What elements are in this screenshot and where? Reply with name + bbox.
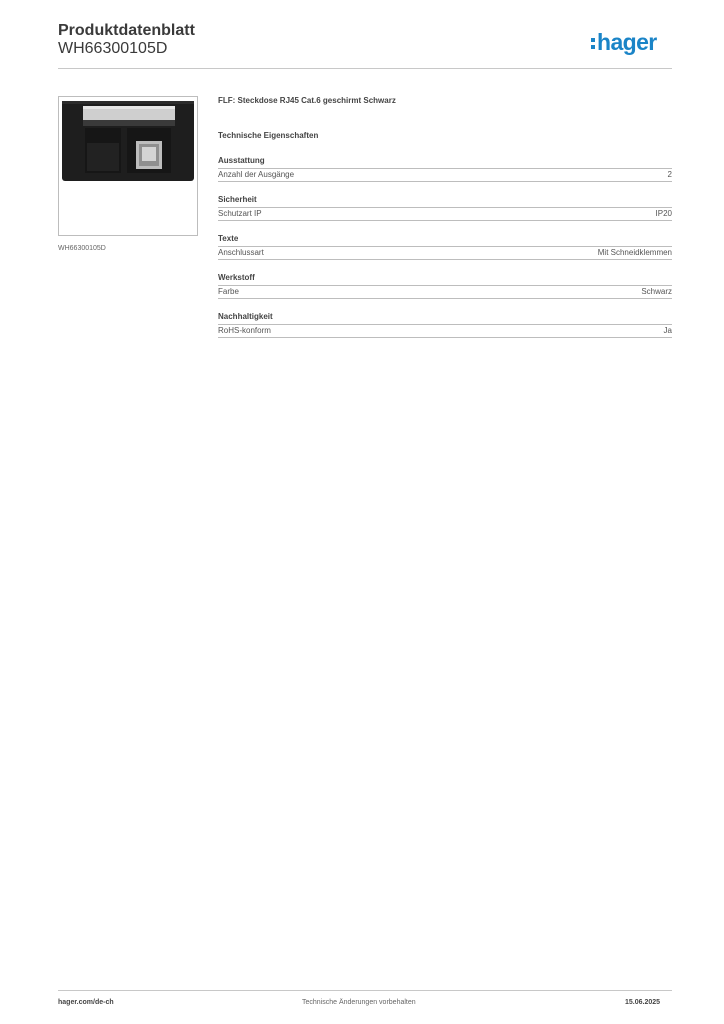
spec-group-werkstoff: [218, 273, 672, 299]
spec-group-title: Texte: [218, 234, 672, 247]
page-title: Produktdatenblatt: [58, 22, 195, 39]
product-image: [58, 96, 198, 236]
specs-section-title: Technische Eigenschaften: [218, 131, 319, 140]
spec-group-title: Ausstattung: [218, 156, 672, 169]
spec-group-title: Nachhaltigkeit: [218, 312, 672, 325]
logo-text: hager: [597, 29, 657, 55]
spec-label: Anschlussart: [218, 248, 264, 257]
spec-row: [218, 286, 672, 299]
footer-date: 15.06.2025: [625, 999, 661, 1006]
rj45-socket-image: [59, 97, 197, 235]
product-title: FLF: Steckdose RJ45 Cat.6 geschirmt Schwarz: [218, 96, 396, 105]
spec-value: Ja: [663, 326, 672, 335]
footer-divider: [58, 990, 672, 991]
spec-value: 2: [667, 170, 672, 179]
spec-value: IP20: [655, 209, 672, 218]
hager-logo: [591, 29, 657, 56]
footer-notice: Technische Änderungen vorbehalten: [302, 999, 416, 1006]
spec-row: [218, 325, 672, 338]
spec-group-texte: [218, 234, 672, 260]
spec-row: [218, 208, 672, 221]
spec-row: [218, 247, 672, 260]
logo-colon-icon: [591, 36, 596, 50]
spec-value: Mit Schneidklemmen: [597, 248, 672, 257]
spec-label: RoHS-konform: [218, 326, 271, 335]
spec-row: [218, 169, 672, 182]
spec-group-title: Werkstoff: [218, 273, 672, 286]
footer-website: hager.com/de-ch: [58, 999, 114, 1006]
spec-group-sicherheit: [218, 195, 672, 221]
image-caption: WH66300105D: [58, 245, 106, 252]
article-number: WH66300105D: [58, 40, 168, 57]
spec-label: Schutzart IP: [218, 209, 262, 218]
spec-group-ausstattung: [218, 156, 672, 182]
spec-label: Anzahl der Ausgänge: [218, 170, 295, 179]
spec-group-nachhaltigkeit: [218, 312, 672, 338]
spec-group-title: Sicherheit: [218, 195, 672, 208]
header-divider: [58, 68, 672, 69]
spec-label: Farbe: [218, 287, 239, 296]
spec-value: Schwarz: [641, 287, 672, 296]
